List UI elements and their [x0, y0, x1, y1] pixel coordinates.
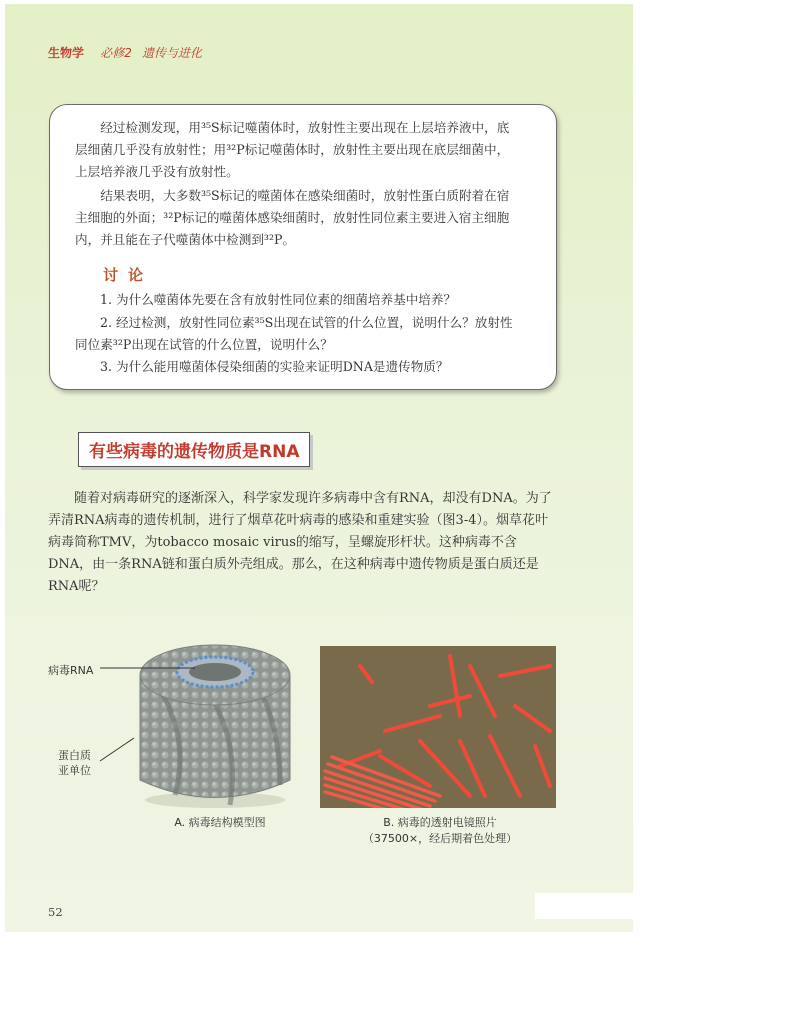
label-virus-rna: 病毒RNA	[48, 664, 94, 677]
caption-b-line2: （37500×，经后期着色处理）	[362, 832, 518, 845]
box-para2-line3: 内，并且能在子代噬菌体中检测到³²P。	[75, 232, 296, 247]
section-title: 有些病毒的遗传物质是RNA	[78, 432, 310, 467]
page-number: 52	[48, 905, 63, 919]
label-protein-line2: 亚单位	[58, 764, 91, 777]
page-corner-blank	[535, 893, 635, 919]
running-head	[48, 44, 202, 61]
caption-a: A. 病毒结构模型图	[174, 816, 266, 829]
experiment-box	[49, 104, 557, 390]
question-2-line1: 2. 经过检测，放射性同位素³⁵S出现在试管的什么位置，说明什么？放射性	[100, 315, 513, 330]
discussion-title: 讨论	[103, 266, 154, 284]
electron-micrograph	[320, 646, 556, 808]
box-para2-line1: 结果表明，大多数³⁵S标记的噬菌体在感染细菌时，放射性蛋白质附着在宿	[100, 188, 510, 203]
box-para1-line1: 经过检测发现，用³⁵S标记噬菌体时，放射性主要出现在上层培养液中，底	[100, 120, 510, 135]
chapter-label: 遗传与进化	[142, 46, 203, 60]
micrograph-rods	[320, 646, 556, 808]
label-protein-line1: 蛋白质	[58, 749, 91, 762]
box-para2-line2: 主细胞的外面；³²P标记的噬菌体感染细菌时，放射性同位素主要进入宿主细胞	[75, 210, 510, 225]
box-para1-line3: 上层培养液几乎没有放射性。	[75, 164, 239, 179]
body-paragraph: 随着对病毒研究的逐渐深入，科学家发现许多病毒中含有RNA，却没有DNA。为了弄清RNA病毒的遗传机制，进行了烟草花叶病毒的感染和重建实验（图3-4）。烟草花叶病毒简称TMV，为tobacco mosaic virus的缩写，呈螺旋形杆状。这种病毒不含DNA，由一条RNA链和蛋白质外壳组成。那么，在这种病毒中遗传物质是蛋白质还是RNA呢？	[48, 491, 552, 594]
box-para1-line2: 层细菌几乎没有放射性；用³²P标记噬菌体时，放射性主要出现在底层细菌中，	[75, 142, 510, 157]
caption-b	[340, 815, 540, 847]
label-protein-subunit	[58, 748, 91, 778]
question-2-line2: 同位素³²P出现在试管的什么位置，说明什么？	[75, 337, 333, 352]
question-3: 3. 为什么能用噬菌体侵染细菌的实验来证明DNA是遗传物质？	[100, 359, 449, 374]
virus-model-illustration	[130, 630, 300, 810]
label-leader-protein	[98, 735, 138, 765]
book-label: 必修2	[100, 46, 132, 60]
subject-label: 生物学	[48, 46, 85, 60]
label-leader-rna	[100, 660, 195, 674]
caption-b-line1: B. 病毒的透射电镜照片	[383, 816, 497, 829]
question-1: 1. 为什么噬菌体先要在含有放射性同位素的细菌培养基中培养？	[100, 292, 457, 307]
